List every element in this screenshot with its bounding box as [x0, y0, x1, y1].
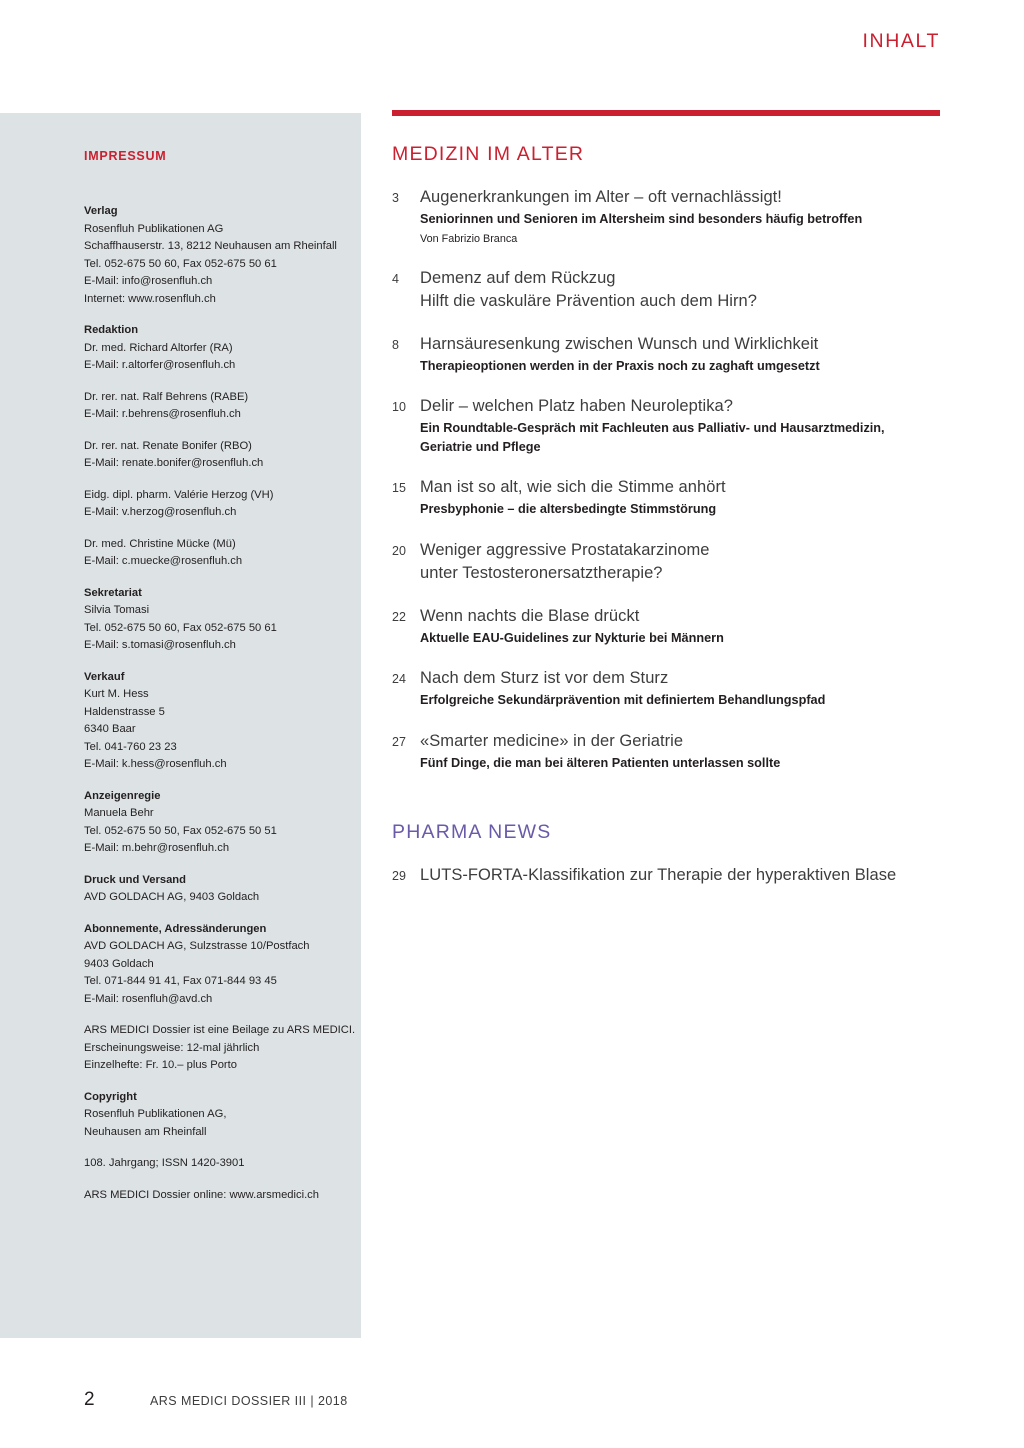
toc-page-number: 22: [392, 609, 406, 624]
impressum-line: Eidg. dipl. pharm. Valérie Herzog (VH): [84, 488, 274, 501]
impressum-block: [84, 585, 346, 655]
impressum-line: E-Mail: info@rosenfluh.ch: [84, 275, 213, 287]
impressum-block: [84, 438, 346, 473]
toc-entry-subtitle: Fünf Dinge, die man bei älteren Patienten unterlassen sollte: [420, 755, 781, 770]
toc-entry-title: Demenz auf dem Rückzug: [420, 268, 616, 287]
section-pharma-news: [392, 820, 972, 888]
impressum-line: E-Mail: k.hess@rosenfluh.ch: [84, 758, 227, 770]
impressum-line: Tel. 052-675 50 50, Fax 052-675 50 51: [84, 824, 277, 837]
toc-entry-title: Weniger aggressive Prostatakarzinome: [420, 540, 710, 559]
impressum-heading: IMPRESSUM: [84, 149, 167, 163]
impressum-line: Dr. med. Richard Altorfer (RA): [84, 341, 233, 354]
toc-entry-subtitle-line2: Geriatrie und Pflege: [420, 439, 541, 454]
impressum-block: [84, 872, 346, 907]
toc-page-number: 8: [392, 337, 399, 352]
toc-page-number: 4: [392, 271, 399, 286]
toc-entry-title: Augenerkrankungen im Alter – oft vernachlässigt!: [420, 188, 782, 206]
toc-entry-title: Nach dem Sturz ist vor dem Sturz: [420, 669, 669, 687]
impressum-line: Erscheinungsweise: 12-mal jährlich: [84, 1041, 260, 1054]
impressum-block: [84, 1089, 346, 1142]
impressum-line: AVD GOLDACH AG, Sulzstrasse 10/Postfach: [84, 940, 310, 952]
page-header: [0, 0, 1024, 113]
impressum-block: [84, 669, 346, 774]
impressum-block-title: Copyright: [84, 1090, 137, 1103]
toc-entry-title: Man ist so alt, wie sich die Stimme anhört: [420, 478, 726, 496]
toc-entry-subtitle: Presbyphonie – die altersbedingte Stimmstörung: [420, 502, 717, 516]
impressum-line: 9403 Goldach: [84, 957, 154, 970]
impressum-line: 6340 Baar: [84, 723, 136, 735]
impressum-block: [84, 1187, 346, 1205]
toc-entry[interactable]: [392, 395, 972, 456]
impressum-line: Neuhausen am Rheinfall: [84, 1125, 207, 1138]
toc-page-number: 10: [392, 400, 406, 414]
impressum-block: [84, 788, 346, 858]
impressum-block: [84, 322, 346, 375]
impressum-block: [84, 1022, 356, 1075]
impressum-line: E-Mail: c.muecke@rosenfluh.ch: [84, 555, 243, 567]
toc-entry-text: [420, 730, 972, 773]
impressum-block-title: Anzeigenregie: [84, 789, 161, 802]
toc-entry-author: Von Fabrizio Branca: [420, 232, 518, 245]
impressum-line: AVD GOLDACH AG, 9403 Goldach: [84, 891, 260, 903]
section-medizin-im-alter: [392, 142, 972, 772]
impressum-line: ARS MEDICI Dossier online: www.arsmedici.ch: [84, 1188, 320, 1201]
toc-entry-subtitle: Erfolgreiche Sekundärprävention mit definiertem Behandlungspfad: [420, 693, 826, 707]
red-rule-divider: [392, 110, 940, 116]
toc-entry-text: [420, 476, 972, 519]
impressum-line: Tel. 052-675 50 60, Fax 052-675 50 61: [84, 257, 277, 270]
impressum-block-title: Redaktion: [84, 324, 139, 336]
toc-entry-subtitle: Seniorinnen und Senioren im Altersheim sind besonders häufig betroffen: [420, 212, 863, 226]
section-heading: PHARMA NEWS: [392, 821, 552, 843]
toc-entry-subtitle: Ein Roundtable-Gespräch mit Fachleuten aus Palliativ- und Hausarztmedizin,: [420, 421, 885, 435]
toc-entry[interactable]: [392, 476, 972, 519]
impressum-block-title: Verkauf: [84, 670, 125, 683]
toc-page-number: 29: [392, 869, 406, 883]
toc-entry-text: [420, 539, 972, 585]
impressum-line: Kurt M. Hess: [84, 688, 149, 700]
impressum-block: [84, 389, 346, 424]
impressum-line: Tel. 071-844 91 41, Fax 071-844 93 45: [84, 975, 277, 987]
impressum-line: Tel. 052-675 50 60, Fax 052-675 50 61: [84, 621, 277, 634]
impressum-line: E-Mail: s.tomasi@rosenfluh.ch: [84, 639, 236, 651]
section-heading: MEDIZIN IM ALTER: [392, 143, 585, 165]
impressum-sidebar: [0, 113, 361, 1338]
page-title: INHALT: [862, 30, 940, 52]
toc-entry-title-line2: Hilft die vaskuläre Prävention auch dem Hirn?: [420, 291, 757, 310]
toc-entry[interactable]: [392, 605, 972, 648]
toc-entry-title: Harnsäuresenkung zwischen Wunsch und Wirklichkeit: [420, 334, 819, 353]
toc-entry-text: [420, 186, 972, 247]
impressum-line: E-Mail: v.herzog@rosenfluh.ch: [84, 506, 237, 518]
impressum-line: Dr. med. Christine Mücke (Mü): [84, 537, 236, 550]
toc-entry-title: «Smarter medicine» in der Geriatrie: [420, 731, 684, 750]
toc-entry-subtitle: Aktuelle EAU-Guidelines zur Nykturie bei Männern: [420, 630, 724, 645]
toc-page-number: 24: [392, 672, 406, 686]
impressum-line: Manuela Behr: [84, 807, 154, 819]
impressum-line: Silvia Tomasi: [84, 604, 150, 616]
toc-entry-text: [420, 267, 972, 313]
toc-entry-text: [420, 667, 972, 710]
impressum-block: [84, 1155, 346, 1173]
page-footer: [84, 1389, 348, 1411]
impressum-line: Haldenstrasse 5: [84, 705, 165, 718]
impressum-content: [84, 203, 356, 1204]
toc-entry-text: [420, 395, 972, 456]
impressum-line: E-Mail: r.altorfer@rosenfluh.ch: [84, 359, 236, 371]
toc-page-number: 15: [392, 481, 406, 495]
toc-page-number: 20: [392, 543, 406, 558]
impressum-line: E-Mail: renate.bonifer@rosenfluh.ch: [84, 457, 264, 469]
toc-entry[interactable]: [392, 186, 972, 247]
toc-entry-title: Wenn nachts die Blase drückt: [420, 606, 640, 625]
toc-entry[interactable]: [392, 864, 972, 888]
impressum-line: E-Mail: r.behrens@rosenfluh.ch: [84, 408, 241, 420]
impressum-line: E-Mail: rosenfluh@avd.ch: [84, 992, 213, 1005]
toc-entry-title: LUTS-FORTA-Klassifikation zur Therapie der hyperaktiven Blase: [420, 866, 897, 884]
toc-entry-subtitle: Therapieoptionen werden in der Praxis noch zu zaghaft umgesetzt: [420, 358, 820, 373]
toc-entry[interactable]: [392, 267, 972, 313]
impressum-block-title: Druck und Versand: [84, 873, 186, 886]
impressum-block-title: Verlag: [84, 205, 118, 217]
impressum-line: Dr. rer. nat. Renate Bonifer (RBO): [84, 439, 252, 452]
impressum-block: [84, 203, 346, 308]
impressum-line: 108. Jahrgang; ISSN 1420-3901: [84, 1157, 245, 1169]
impressum-line: ARS MEDICI Dossier ist eine Beilage zu ARS MEDICI.: [84, 1024, 356, 1036]
impressum-line: Internet: www.rosenfluh.ch: [84, 292, 216, 305]
impressum-block: [84, 487, 346, 522]
impressum-block: [84, 921, 346, 1009]
impressum-line: Einzelhefte: Fr. 10.– plus Porto: [84, 1059, 237, 1071]
impressum-line: Rosenfluh Publikationen AG,: [84, 1108, 227, 1120]
impressum-line: Dr. rer. nat. Ralf Behrens (RABE): [84, 390, 249, 403]
toc-entry-text: [420, 333, 972, 376]
toc-page-number: 3: [392, 191, 399, 205]
footer-publication-label: ARS MEDICI DOSSIER III | 2018: [150, 1394, 348, 1408]
toc-entry-title: Delir – welchen Platz haben Neuroleptika?: [420, 397, 733, 415]
toc-entry-text: [420, 864, 972, 887]
toc-entry-text: [420, 605, 972, 648]
toc-page-number: 27: [392, 734, 406, 749]
toc-entry[interactable]: [392, 333, 972, 376]
toc-entry[interactable]: [392, 667, 972, 710]
impressum-block-title: Abonnemente, Adressänderungen: [84, 922, 267, 935]
toc-entry-title-line2: unter Testosteronersatztherapie?: [420, 563, 663, 582]
impressum-block: [84, 536, 346, 571]
impressum-block-title: Sekretariat: [84, 586, 142, 599]
toc-entry[interactable]: [392, 730, 972, 773]
toc-entry[interactable]: [392, 539, 972, 585]
impressum-line: E-Mail: m.behr@rosenfluh.ch: [84, 842, 230, 854]
footer-page-number: 2: [84, 1389, 95, 1410]
impressum-line: Rosenfluh Publikationen AG: [84, 222, 224, 235]
impressum-line: Tel. 041-760 23 23: [84, 740, 177, 753]
impressum-line: Schaffhauserstr. 13, 8212 Neuhausen am Rheinfall: [84, 240, 337, 252]
